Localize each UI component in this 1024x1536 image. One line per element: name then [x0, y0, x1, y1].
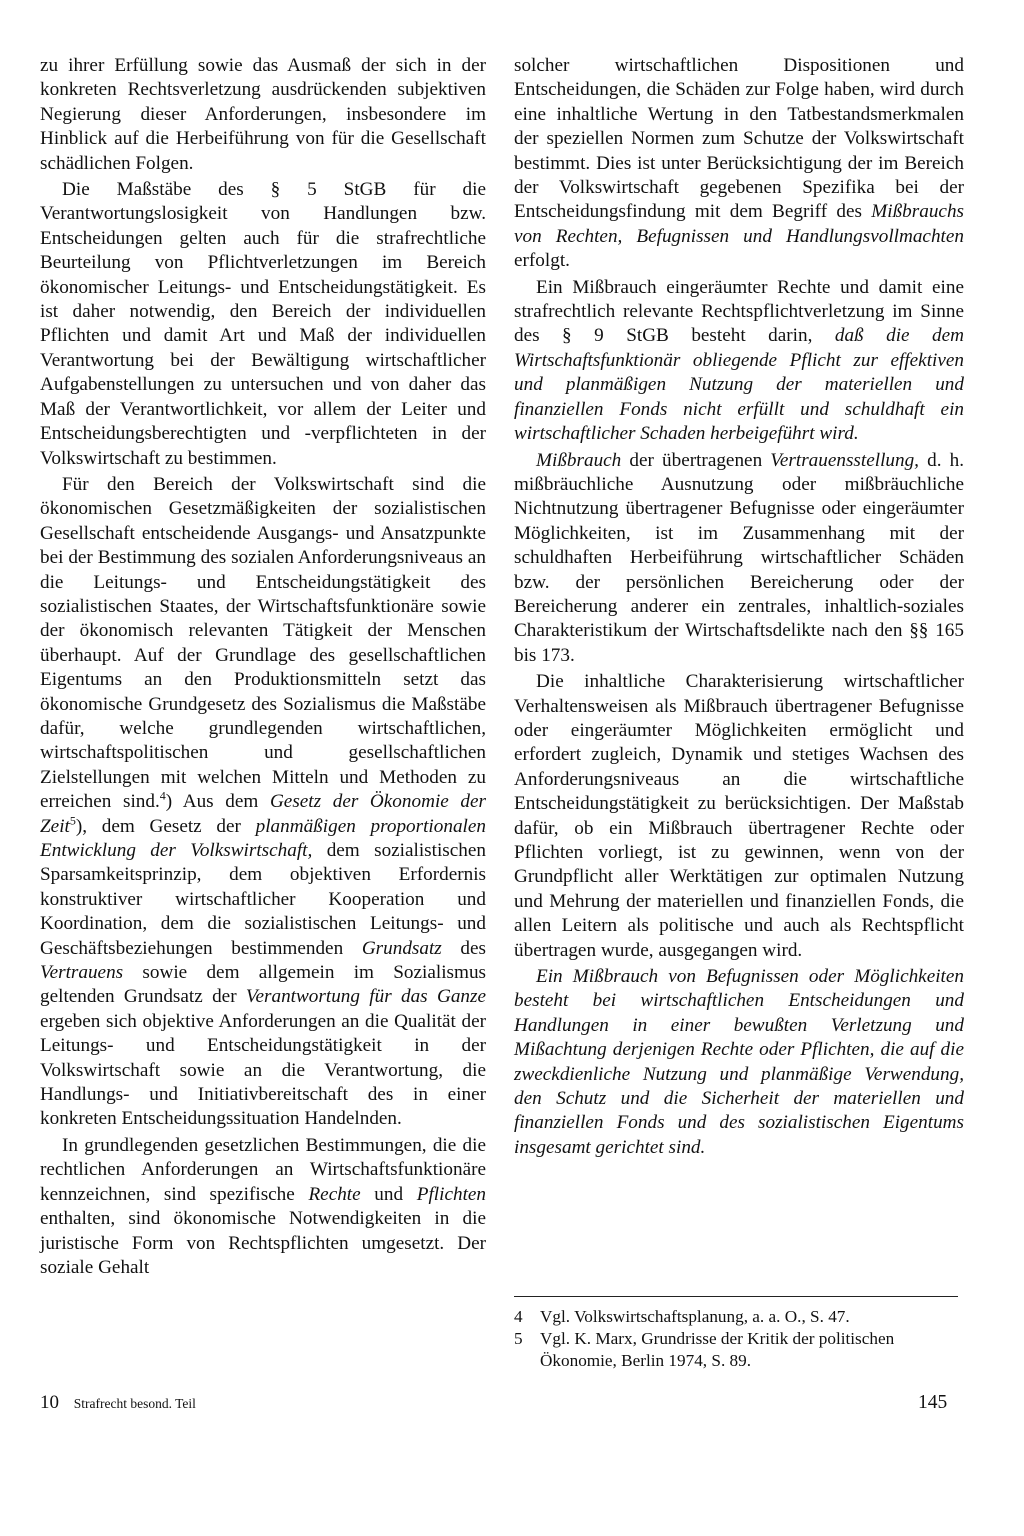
text-run: ) Aus dem	[165, 791, 270, 813]
paragraph	[514, 54, 964, 274]
text-run: d. h. mißbräuchliche Ausnutzung oder mißbräuchliche Nichtnutzung übertragener Befugnisse oder eingeräumter Möglichkeiten, ist im Zusammenhang mit der schuldhaften Herbeiführung wirtschaftlicher Schäden bzw. der persönlichen Bereicherung oder der Bereicherung anderer ein zentrales, inhaltlich-soziales Charakteristikum der Wirtschaftsdelikte nach den §§ 165 bis 173.	[514, 449, 964, 666]
italic-text-run: daß die dem Wirtschaftsfunktionär obliegende Pflicht zur effektiven und planmäßigen Nutzung der materiellen und finanziellen Fonds nicht erfüllt und schuldhaft ein wirtschaftlicher Schaden herbeigeführt wird.	[514, 325, 964, 445]
italic-text-run: Mißbrauch	[536, 449, 622, 471]
italic-text-run: planmäßigen proportionalen Entwicklung der Volkswirtschaft,	[40, 815, 486, 861]
footnote-number: 5	[514, 1329, 523, 1348]
footnote-rule	[514, 1296, 958, 1297]
text-run: ergeben sich objektive Anforderungen an die Qualität der Leitungs- und Entscheidungstätigkeit in der Volkswirtschaft sowie an die Verantwortung, die Handlungs- und Initiativbereitschaft des in einer konkreten Entscheidungssituation Handelnden.	[40, 1010, 486, 1130]
footnote-5	[514, 1328, 964, 1372]
italic-text-run: Mißbrauchs von Rechten, Befugnissen und Handlungsvollmachten	[514, 201, 964, 247]
signature-text: Strafrecht besond. Teil	[73, 1396, 196, 1411]
text-run: Für den Bereich der Volkswirtschaft sind die ökonomischen Gesetzmäßigkeiten der sozialistischen Gesellschaft entscheidende Ausgangs- und Ansatzpunkte bei der Bestimmung des sozialen Anforderungsniveaus an die Leitungs- und Entscheidungstätigkeit des sozialistischen Staates, der Wirtschaftsfunktionäre sowie der ökonomisch relevanten Tätigkeit der Menschen überhaupt. Auf der Grundlage des gesellschaftlichen Eigentums an den Produktionsmitteln setzt das ökonomische Grundgesetz des Sozialismus die Maßstäbe dafür, welche grundlegenden wirtschaftlichen, wirtschaftspolitischen und gesellschaftlichen Zielstellungen mit welchen Mitteln und Methoden zu erreichen sind.	[40, 473, 486, 813]
footnotes	[514, 1306, 964, 1372]
paragraph	[40, 178, 486, 471]
paragraph	[40, 54, 486, 176]
footnote-text	[540, 1328, 964, 1372]
text-run: Die Maßstäbe des § 5 StGB für die Verantwortungslosigkeit von Handlungen bzw. Entscheidungen gelten auch für die strafrechtliche Beurteilung von Pflichtverletzungen im Bereich ökonomischer Leitungs- und Entscheidungstätigkeit. Es ist daher notwendig, den Bereich der individuellen Pflichten und damit Art und Maß der individuellen Verantwortung bei der Bewältigung wirtschaftlicher Aufgabenstellungen zu untersuchen und von daher das Maß der Verantwortlichkeit, vor allem der Leiter und Entscheidungsberechtigten und -verpflichteten in der Volkswirtschaft zu bestimmen.	[40, 179, 486, 469]
italic-text-run: Vertrauensstellung,	[770, 449, 919, 471]
text-run: enthalten, sind ökonomische Notwendigkeiten in die juristische Form von Rechtspflichten umgesetzt. Der soziale Gehalt	[40, 1208, 486, 1278]
italic-text-run: Rechte	[308, 1183, 361, 1205]
paragraph	[40, 1134, 486, 1280]
footnote-text-line: Ökonomie, Berlin 1974, S. 89.	[540, 1351, 752, 1370]
text-run: Die inhaltliche Charakterisierung wirtschaftlicher Verhaltensweisen als Mißbrauch übertragener Befugnisse oder eingeräumter Möglichkeiten ermöglicht und erfordert zugleich, Dynamik und stetiges Wachsen des Anforderungsniveaus an die wirtschaftliche Entscheidungstätigkeit zu berücksichtigen. Der Maßstab dafür, ob ein Mißbrauch übertragener Rechte oder Pflichten vorliegt, ist zu gewinnen, wenn von der Grundpflicht aller Werktätigen zur optimalen Nutzung und Mehrung der materiellen und finanziellen Fonds, die allen Leitern als politische und auch als Rechtspflicht übertragen wurde, ausgegangen wird.	[514, 671, 964, 961]
italic-text-run: Verantwortung für das Ganze	[245, 986, 486, 1008]
text-run: solcher wirtschaftlichen Dispositionen und Entscheidungen, die Schäden zur Folge haben, wird durch eine inhaltliche Wertung in den Tatbestandsmerkmalen der speziellen Normen zum Schutze der Volkswirtschaft bestimmt. Dies ist unter Berücksichtigung der im Bereich der Volkswirtschaft gegebenen Spezifika bei der Entscheidungsfindung mit dem Begriff des	[514, 55, 964, 223]
text-run: Ein Mißbrauch eingeräumter Rechte und damit eine strafrechtlich relevante Rechtspflichtverletzung im Sinne des § 9 StGB besteht darin,	[514, 276, 964, 347]
text-run: zu ihrer Erfüllung sowie das Ausmaß der sich in der konkreten Rechtsverletzung ausdrückenden subjektiven Negierung dieser Anforderungen, insbesondere im Hinblick auf die Herbeiführung von für die Gesellschaft schädlichen Folgen.	[40, 55, 486, 174]
paragraph	[514, 449, 964, 669]
text-run: ), dem Gesetz der	[75, 815, 256, 837]
text-run: dem sozialistischen Sparsamkeitsprinzip, dem objektiven Erfordernis konstruktiver wirtschaftlicher Kooperation und Koordination, dem die sozialistischen Leitungs- und Geschäftsbeziehungen bestimmenden	[40, 840, 486, 959]
paragraph	[40, 473, 486, 1132]
footnote-4	[514, 1306, 964, 1328]
text-run: der übertragenen	[621, 449, 771, 471]
footnote-text-line: Vgl. K. Marx, Grundrisse der Kritik der politischen	[540, 1329, 895, 1348]
footnote-text: Vgl. Volkswirtschaftsplanung, a. a. O., S. 47.	[540, 1307, 850, 1326]
text-run: und	[360, 1183, 417, 1205]
italic-text-run: Ein Mißbrauch von Befugnissen oder Möglichkeiten besteht bei wirtschaftlichen Entscheidungen und Handlungen in einer bewußten Verletzung und Mißachtung derjenigen Rechte oder Pflichten, die auf die zweckdienliche Nutzung und planmäßige Verwendung, den Schutz und die Sicherheit der materiellen und finanziellen Fonds und des sozialistischen Eigentums insgesamt gerichtet sind.	[514, 966, 964, 1158]
italic-text-run: Grundsatz	[361, 937, 442, 959]
left-text-column	[40, 54, 486, 1280]
text-run: des	[441, 937, 487, 959]
footnote-number: 4	[514, 1307, 523, 1326]
footnote-reference: 4	[159, 788, 166, 803]
paragraph	[514, 276, 964, 447]
text-run: sowie dem allgemein im Sozialismus geltenden Grundsatz der	[40, 962, 486, 1008]
signature-mark	[40, 1392, 196, 1414]
footnote-reference: 5	[69, 813, 76, 828]
italic-text-run: Vertrauens	[40, 962, 124, 984]
paragraph	[514, 965, 964, 1160]
text-run: In grundlegenden gesetzlichen Bestimmungen, die die rechtlichen Anforderungen an Wirtschaftsfunktionäre kennzeichnen, sind spezifische	[40, 1134, 486, 1205]
paragraph	[514, 670, 964, 963]
italic-text-run: Pflichten	[416, 1183, 487, 1205]
text-run: erfolgt.	[514, 250, 570, 272]
page-number: 145	[918, 1392, 948, 1413]
right-text-column	[514, 54, 964, 1160]
italic-text-run: Gesetz der Ökonomie der Zeit	[40, 791, 486, 837]
signature-number: 10	[40, 1392, 59, 1413]
